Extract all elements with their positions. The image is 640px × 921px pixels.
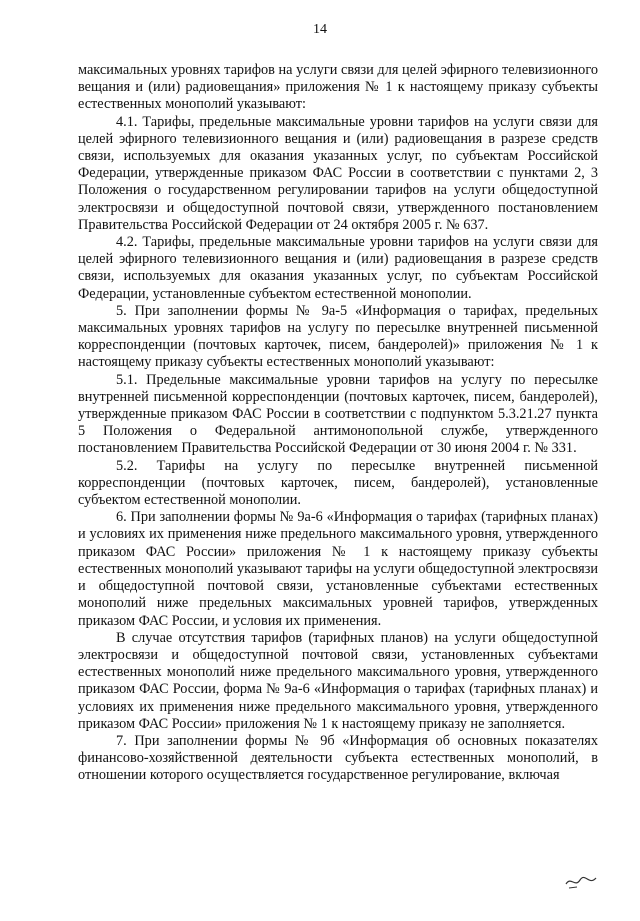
paragraph-6-absence: В случае отсутствия тарифов (тарифных планов) на услуги общедоступной электросвязи и общедоступной почтовой связи, установленных субъектами естественных монополий ниже предельного максимального уровня, утвержденного приказом ФАС России, форма № 9а-6 «Информация о тарифах (тарифных планах) и условиях их применения ниже предельного максимального уровня, утвержденного приказом ФАС России» приложения № 1 к настоящему приказу не заполняется. xyxy=(78,629,598,732)
paragraph-continuation: максимальных уровнях тарифов на услуги связи для целей эфирного телевизионного вещания и (или) радиовещания» приложения № 1 к настоящему приказу субъекты естественных монополий указывают: xyxy=(78,62,598,113)
paragraph-5-2: 5.2. Тарифы на услугу по пересылке внутренней письменной корреспонденции (почтовых карточек, писем, бандеролей), установленные субъектом естественной монополии. xyxy=(78,457,598,509)
paragraph-5-1: 5.1. Предельные максимальные уровни тарифов на услугу по пересылке внутренней письменной корреспонденции (почтовых карточек, писем, бандеролей), утвержденные приказом ФАС России в соответствии с подпунктом 5.3.21.27 пункта 5 Положения о Федеральной антимонопольной службе, утвержденного постановлением Правительства Российской Федерации от 30 июня 2004 г. № 331. xyxy=(78,371,598,457)
paragraph-5: 5. При заполнении формы № 9а-5 «Информация о тарифах, предельных максимальных уровнях тарифов на услугу по пересылке внутренней письменной корреспонденции (почтовых карточек, писем, бандеролей)» приложения № 1 к настоящему приказу субъекты естественных монополий указывают: xyxy=(78,302,598,371)
corner-scribble-mark xyxy=(563,872,599,892)
paragraph-4-1: 4.1. Тарифы, предельные максимальные уровни тарифов на услуги связи для целей эфирного телевизионного вещания и (или) радиовещания в разрезе средств связи, используемых для оказания указанных услуг, по субъектам Российской Федерации, утвержденные приказом ФАС России в соответствии с пунктами 2, 3 Положения о государственном регулировании тарифов на услуги общедоступной электросвязи и общедоступной почтовой связи, утвержденного постановлением Правительства Российской Федерации от 24 октября 2005 г. № 637. xyxy=(78,113,598,233)
paragraph-7: 7. При заполнении формы № 9б «Информация об основных показателях финансово-хозяйственной деятельности субъекта естественных монополий, в отношении которого осуществляется государственное регулирование, включая xyxy=(78,732,598,784)
paragraph-6: 6. При заполнении формы № 9а-6 «Информация о тарифах (тарифных планах) и условиях их применения ниже предельного максимального уровня, утвержденного приказом ФАС России» приложения № 1 к настоящему приказу субъекты естественных монополий указывают тарифы на услуги общедоступной электросвязи и общедоступной почтовой связи, установленные субъектами естественных монополий ниже предельных максимальных уровней тарифов, утвержденных приказом ФАС России, и условия их применения. xyxy=(78,509,598,629)
document-body xyxy=(78,62,598,785)
paragraph-4-2: 4.2. Тарифы, предельные максимальные уровни тарифов на услуги связи для целей эфирного телевизионного вещания и (или) радиовещания в разрезе средств связи, используемых для оказания указанных услуг, по субъектам Российской Федерации, установленные субъектом естественной монополии. xyxy=(78,234,598,302)
page-number: 14 xyxy=(313,22,327,37)
